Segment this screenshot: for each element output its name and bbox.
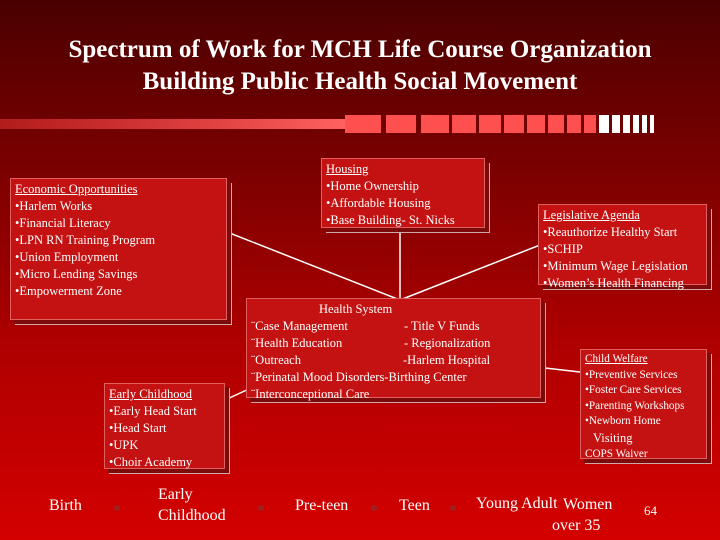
early-childhood-box bbox=[104, 383, 225, 469]
title-line-1: Spectrum of Work for MCH Life Course Organization bbox=[68, 36, 652, 63]
housing-heading: Housing bbox=[326, 162, 369, 176]
early-childhood-heading: Early Childhood bbox=[109, 387, 192, 401]
economic-opportunities-heading: Economic Opportunities bbox=[15, 182, 138, 196]
early-childhood-item: •Early Head Start bbox=[109, 404, 197, 418]
health-system-item: ¨Outreach bbox=[251, 353, 301, 367]
timeline-bullet bbox=[258, 505, 264, 511]
early-childhood-item: •Choir Academy bbox=[109, 455, 193, 469]
timeline-over-35: over 35 bbox=[552, 517, 601, 534]
timeline-bullet bbox=[371, 505, 377, 511]
economic-item: •Harlem Works bbox=[15, 199, 93, 213]
economic-item: •Union Employment bbox=[15, 250, 119, 264]
child-welfare-item: •Foster Care Services bbox=[585, 384, 682, 396]
child-welfare-box bbox=[580, 349, 707, 459]
housing-item: •Home Ownership bbox=[326, 179, 419, 193]
health-system-right-item: -Harlem Hospital bbox=[403, 353, 491, 367]
legislative-agenda-heading: Legislative Agenda bbox=[543, 208, 640, 222]
timeline-teen: Teen bbox=[399, 497, 430, 514]
timeline-bullet bbox=[450, 505, 456, 511]
economic-item: •Micro Lending Savings bbox=[15, 267, 138, 281]
health-system-right-item: - Title V Funds bbox=[404, 319, 480, 333]
child-welfare-item: •Preventive Services bbox=[585, 368, 678, 381]
timeline-birth: Birth bbox=[49, 497, 82, 514]
health-system-heading: Health System bbox=[319, 302, 393, 316]
timeline-early-childhood-2: Childhood bbox=[158, 507, 226, 524]
economic-item: •Empowerment Zone bbox=[15, 284, 122, 298]
economic-item: •Financial Literacy bbox=[15, 216, 111, 230]
legislative-item: •Minimum Wage Legislation bbox=[543, 259, 688, 273]
health-system-right-item: - Regionalization bbox=[404, 336, 491, 350]
child-welfare-item: •Newborn Home bbox=[585, 415, 661, 427]
child-welfare-item: •Parenting Workshops bbox=[585, 399, 685, 412]
housing-item: •Base Building- St. Nicks bbox=[326, 213, 455, 227]
economic-item: •LPN RN Training Program bbox=[15, 233, 156, 247]
title-line-2: Building Public Health Social Movement bbox=[142, 68, 578, 95]
health-system-item: ¨Health Education bbox=[251, 336, 343, 350]
legislative-item: •Reauthorize Healthy Start bbox=[543, 225, 678, 239]
child-welfare-item: COPS Waiver bbox=[585, 447, 648, 460]
timeline-preteen: Pre-teen bbox=[295, 497, 349, 514]
page-number: 64 bbox=[644, 503, 657, 518]
early-childhood-item: •UPK bbox=[109, 438, 139, 452]
timeline-bullet bbox=[114, 505, 120, 511]
child-welfare-heading: Child Welfare bbox=[585, 353, 648, 365]
child-welfare-item: Visiting bbox=[593, 430, 633, 445]
health-system-box bbox=[246, 298, 541, 401]
legislative-agenda-box bbox=[538, 204, 707, 290]
legislative-item: •Women’s Health Financing bbox=[543, 276, 684, 290]
housing-box bbox=[321, 158, 485, 228]
timeline-women: Women bbox=[563, 496, 613, 513]
timeline-young-adult: Young Adult bbox=[476, 495, 558, 512]
health-system-item: ¨Case Management bbox=[251, 319, 348, 333]
timeline-early-childhood-1: Early bbox=[158, 486, 193, 503]
housing-item: •Affordable Housing bbox=[326, 196, 431, 210]
early-childhood-item: •Head Start bbox=[109, 421, 167, 435]
economic-opportunities-box bbox=[10, 178, 227, 320]
health-system-item: ¨Perinatal Mood Disorders-Birthing Center bbox=[251, 370, 467, 384]
health-system-item: ¨Interconceptional Care bbox=[251, 387, 370, 401]
legislative-item: •SCHIP bbox=[543, 242, 583, 256]
